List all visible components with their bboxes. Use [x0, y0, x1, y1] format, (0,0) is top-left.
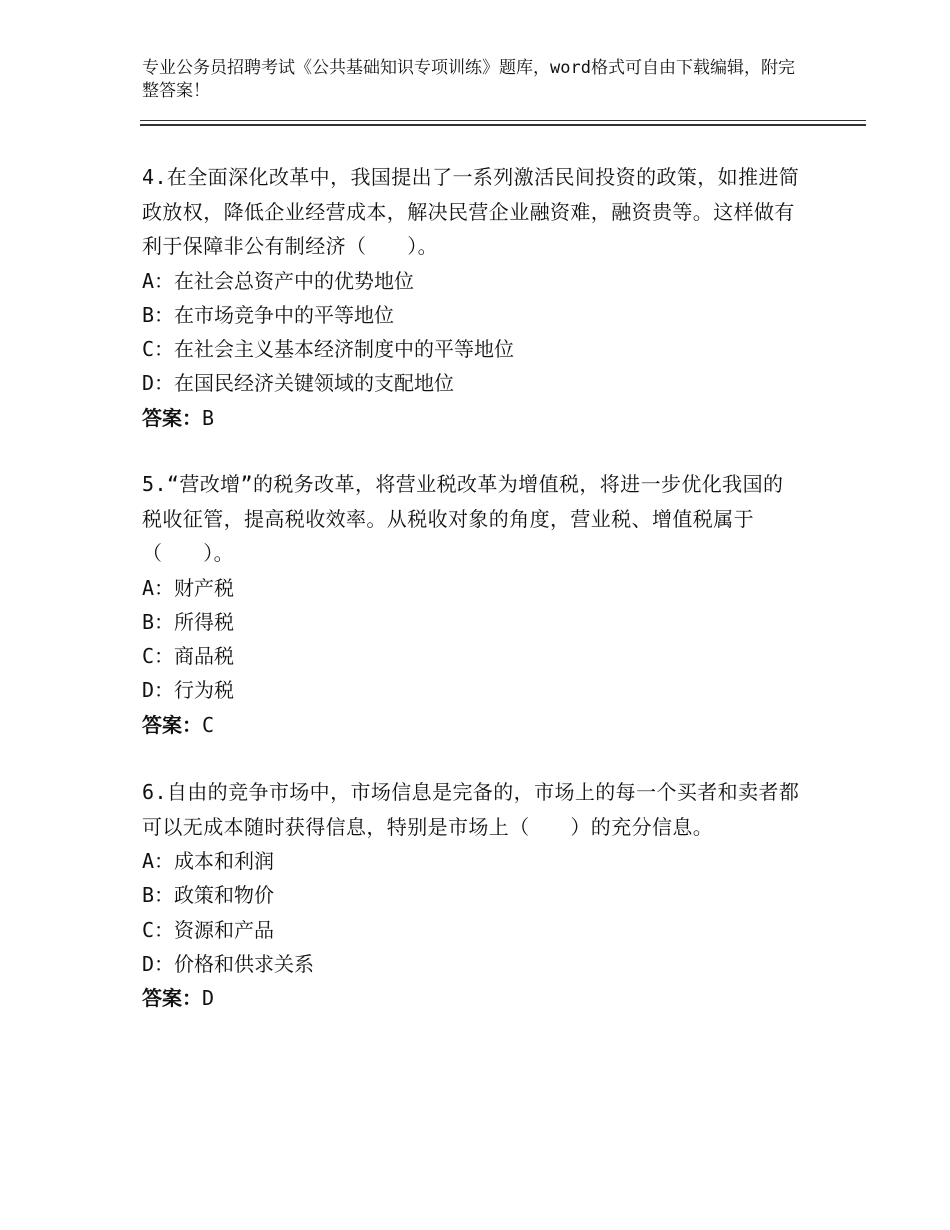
option-d: D：在国民经济关键领域的支配地位 [142, 371, 455, 396]
answer-line [142, 401, 802, 435]
option-a: A：财产税 [142, 575, 235, 600]
option-c: C：在社会主义基本经济制度中的平等地位 [142, 337, 515, 362]
question-4 [142, 160, 802, 435]
answer-line [142, 708, 802, 742]
question-5 [142, 467, 802, 742]
answer-label: 答案： [142, 986, 202, 1011]
question-stem: 6.自由的竞争市场中，市场信息是完备的，市场上的每一个买者和卖者都可以无成本随时获得信息，特别是市场上（ ）的充分信息。 [142, 780, 800, 839]
answer-value: C [202, 712, 215, 737]
question-stem: 4.在全面深化改革中，我国提出了一系列激活民间投资的政策，如推进简政放权，降低企业经营成本，解决民营企业融资难，融资贵等。这样做有利于保障非公有制经济（ ）。 [142, 165, 800, 258]
option-b: B：政策和物价 [142, 883, 275, 908]
option-c: C：资源和产品 [142, 917, 275, 942]
document-header: 专业公务员招聘考试《公共基础知识专项训练》题库，word格式可自由下载编辑，附完整答案！ [142, 58, 795, 101]
option-b: B：在市场竞争中的平等地位 [142, 302, 395, 327]
question-stem: 5.“营改增”的税务改革，将营业税改革为增值税，将进一步优化我国的税收征管，提高税收效率。从税收对象的角度，营业税、增值税属于（ ）。 [142, 472, 784, 565]
option-c: C：商品税 [142, 644, 235, 669]
question-6 [142, 775, 802, 1015]
option-a: A：在社会总资产中的优势地位 [142, 268, 415, 293]
answer-value: B [202, 405, 215, 430]
option-b: B：所得税 [142, 609, 235, 634]
option-d: D：行为税 [142, 678, 235, 703]
answer-label: 答案： [142, 712, 202, 737]
header-divider [140, 120, 866, 121]
answer-line [142, 981, 802, 1015]
answer-value: D [202, 986, 215, 1011]
answer-label: 答案： [142, 405, 202, 430]
option-d: D：价格和供求关系 [142, 951, 315, 976]
header-divider-thick [140, 124, 866, 126]
option-a: A：成本和利润 [142, 849, 275, 873]
